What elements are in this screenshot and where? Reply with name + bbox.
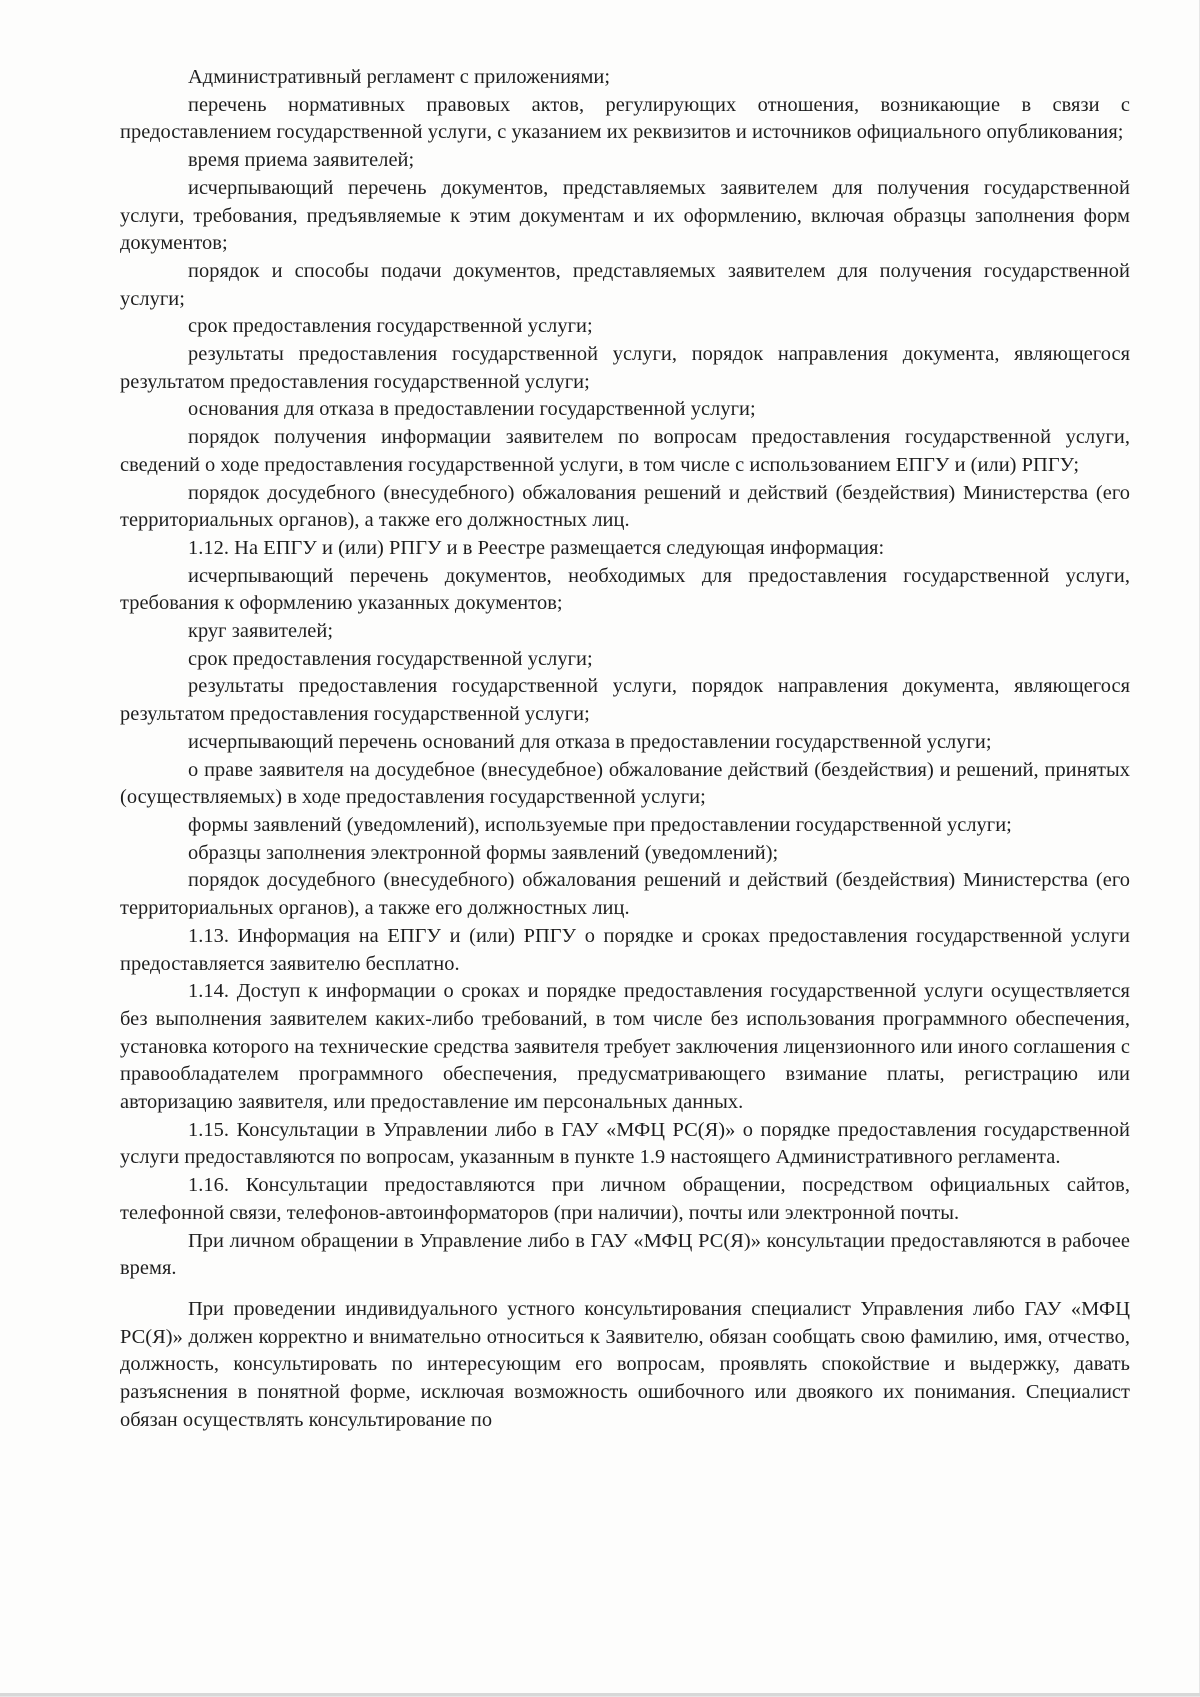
paragraph: исчерпывающий перечень документов, необходимых для предоставления государственной услуги, требования к оформлению указанных документов; — [120, 564, 1130, 615]
paragraph: срок предоставления государственной услуги; — [188, 315, 593, 338]
paragraph: результаты предоставления государственной услуги, порядок направления документа, являющегося результатом предоставления государственной услуги; — [120, 675, 1130, 726]
paragraph: время приема заявителей; — [188, 149, 415, 172]
section-heading-1-12: 1.12. На ЕПГУ и (или) РПГУ и в Реестре размещается следующая информация: — [188, 536, 885, 559]
paragraph: При личном обращении в Управление либо в ГАУ «МФЦ РС(Я)» консультации предоставляются в рабочее время. — [120, 1229, 1130, 1280]
section-1-13: 1.13. Информация на ЕПГУ и (или) РПГУ о порядке и сроках предоставления государственной услуги предоставляется заявителю бесплатно. — [120, 924, 1130, 975]
paragraph: порядок досудебного (внесудебного) обжалования решений и действий (бездействия) Министерства (его территориальных органов), а также его должностных лиц. — [120, 481, 1130, 532]
paragraph: порядок получения информации заявителем по вопросам предоставления государственной услуги, сведений о ходе предоставления государственной услуги, в том числе с использованием ЕПГУ и (или) РПГУ; — [120, 426, 1130, 476]
paragraph: Административный регламент с приложениями; — [188, 66, 611, 88]
section-1-15: 1.15. Консультации в Управлении либо в ГАУ «МФЦ РС(Я)» о порядке предоставления государственной услуги предоставляются по вопросам, указанным в пункте 1.9 настоящего Административного регламента. — [120, 1118, 1130, 1169]
paragraph: При проведении индивидуального устного консультирования специалист Управления либо ГАУ «МФЦ РС(Я)» должен корректно и внимательно относиться к Заявителю, обязан сообщать свою фамилию, имя, отчество, должность, консультировать по интересующим его вопросам, проявлять спокойствие и выдержку, давать разъяснения в понятной форме, исключая возможность ошибочного или двоякого их понимания. Специалист обязан осуществлять консультирование по — [120, 1297, 1130, 1431]
paragraph: исчерпывающий перечень документов, представляемых заявителем для получения государственной услуги, требования, предъявляемые к этим документам и их оформлению, включая образцы заполнения форм документов; — [120, 176, 1130, 255]
paragraph: исчерпывающий перечень оснований для отказа в предоставлении государственной услуги; — [188, 730, 992, 753]
paragraph: формы заявлений (уведомлений), используемые при предоставлении государственной услуги; — [188, 813, 1012, 836]
section-1-14: 1.14. Доступ к информации о сроках и порядке предоставления государственной услуги осуществляется без выполнения заявителем каких-либо требований, в том числе без использования программного обеспечения, установка которого на технические средства заявителя требует заключения лицензионного или иного соглашения с правообладателем программного обеспечения, предусматривающего взимание платы, регистрацию или авторизацию заявителя, или предоставление им персональных данных. — [120, 980, 1130, 1114]
document-body — [120, 64, 1130, 1434]
paragraph: образцы заполнения электронной формы заявлений (уведомлений); — [188, 841, 779, 864]
paragraph: срок предоставления государственной услуги; — [188, 647, 593, 670]
section-1-16: 1.16. Консультации предоставляются при личном обращении, посредством официальных сайтов, телефонной связи, телефонов-автоинформаторов (при наличии), почты или электронной почты. — [120, 1174, 1130, 1224]
paragraph: порядок досудебного (внесудебного) обжалования решений и действий (бездействия) Министерства (его территориальных органов), а также его должностных лиц. — [120, 869, 1130, 920]
paragraph: результаты предоставления государственной услуги, порядок направления документа, являющегося результатом предоставления государственной услуги; — [120, 343, 1130, 393]
paragraph: о праве заявителя на досудебное (внесудебное) обжалование действий (бездействия) и решений, принятых (осуществляемых) в ходе предоставления государственной услуги; — [120, 758, 1130, 809]
paragraph: перечень нормативных правовых актов, регулирующих отношения, возникающие в связи с предоставлением государственной услуги, с указанием их реквизитов и источников официального опубликования; — [120, 93, 1130, 144]
paragraph: основания для отказа в предоставлении государственной услуги; — [188, 398, 756, 421]
paragraph: порядок и способы подачи документов, представляемых заявителем для получения государственной услуги; — [120, 259, 1130, 310]
scan-edge-divider — [0, 1693, 1200, 1696]
paragraph: круг заявителей; — [188, 620, 334, 643]
